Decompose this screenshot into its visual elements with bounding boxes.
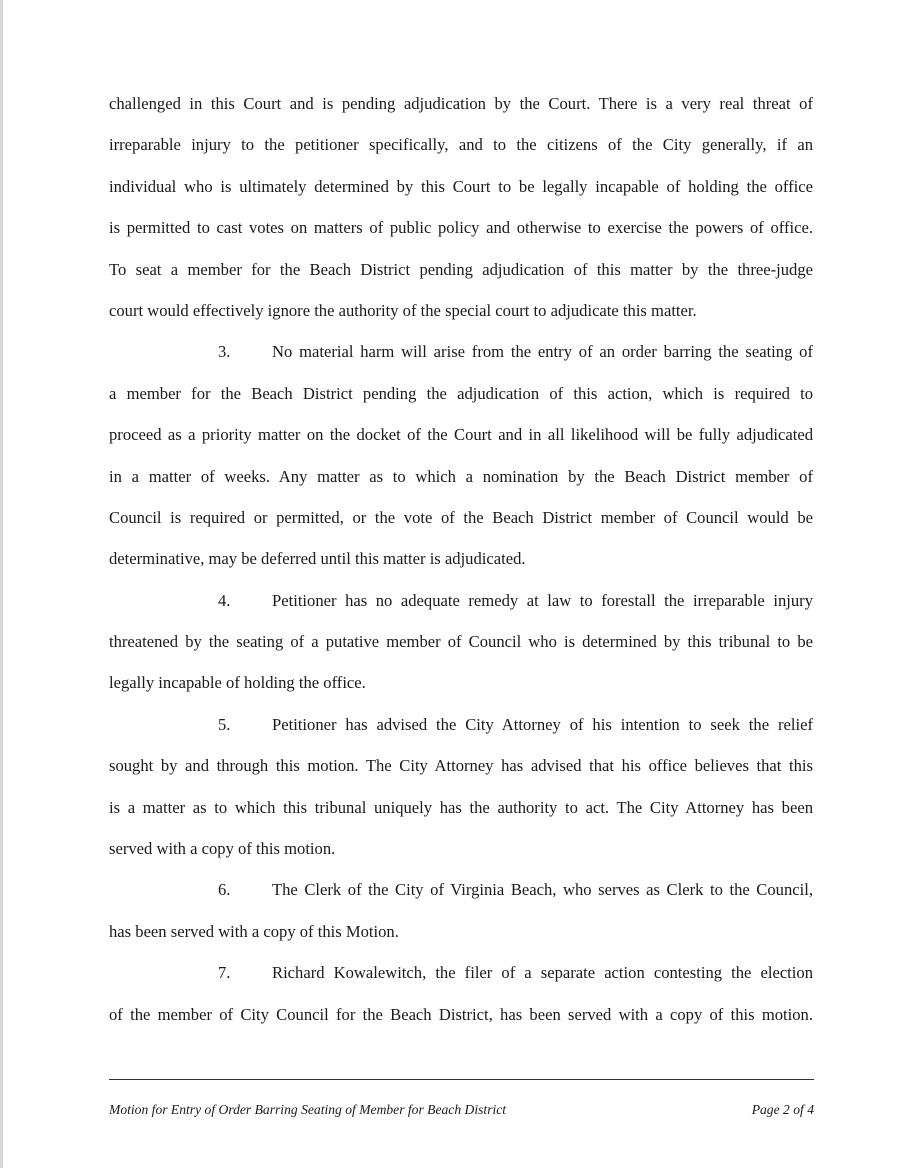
body-line: proceed as a priority matter on the docket of the Court and in all likelihood will be fully adjudicated [109,425,813,445]
paragraph-3-first-line [109,331,813,372]
body-line: challenged in this Court and is pending adjudication by the Court. There is a very real threat of [109,94,813,113]
body-line: is a matter as to which this tribunal uniquely has the authority to act. The City Attorney has been [109,797,813,817]
footer-divider [109,1079,814,1080]
body-line: To seat a member for the Beach District pending adjudication of this matter by the three-judge [109,259,813,279]
page-edge-shadow [0,0,3,1168]
body-line: court would effectively ignore the authority of the special court to adjudicate this matter. [109,300,697,320]
paragraph-text: Petitioner has advised the City Attorney of his intention to seek the relief [272,714,813,734]
body-line: of the member of City Council for the Beach District, has been served with a copy of this motion. [109,1004,813,1024]
paragraph-text: The Clerk of the City of Virginia Beach, who serves as Clerk to the Council, [272,880,813,900]
body-line: Council is required or permitted, or the vote of the Beach District member of Council would be [109,507,813,527]
paragraph-text: No material harm will arise from the entry of an order barring the seating of [272,342,813,362]
paragraph-4-first-line [109,580,813,621]
body-line: in a matter of weeks. Any matter as to which a nomination by the Beach District member of [109,466,813,486]
body-line: irreparable injury to the petitioner specifically, and to the citizens of the City generally, if an [109,135,813,155]
body-line: is permitted to cast votes on matters of public policy and otherwise to exercise the powers of office. [109,218,813,238]
body-line: threatened by the seating of a putative member of Council who is determined by this tribunal to be [109,632,813,652]
body-line: served with a copy of this motion. [109,839,336,859]
paragraph-number: 5. [218,714,231,734]
paragraph-number: 6. [218,880,231,900]
page-footer [109,1102,814,1118]
page-number: Page 2 of 4 [751,1102,814,1117]
document-body [109,83,813,1035]
paragraph-5-first-line [109,704,813,745]
body-line: determinative, may be deferred until this matter is adjudicated. [109,549,526,569]
paragraph-number: 4. [218,590,231,610]
body-line: has been served with a copy of this Motion. [109,921,399,941]
footer-title: Motion for Entry of Order Barring Seating of Member for Beach District [109,1102,507,1117]
body-line: legally incapable of holding the office. [109,673,366,693]
paragraph-number: 7. [218,963,231,983]
paragraph-number: 3. [218,342,231,362]
paragraph-7-first-line [109,952,813,993]
paragraph-text: Richard Kowalewitch, the filer of a separate action contesting the election [272,963,813,983]
paragraph-6-first-line [109,869,813,910]
body-line: sought by and through this motion. The City Attorney has advised that his office believes that this [109,756,813,776]
body-line: individual who is ultimately determined by this Court to be legally incapable of holding the office [109,176,813,196]
paragraph-text: Petitioner has no adequate remedy at law to forestall the irreparable injury [272,590,813,610]
body-line: a member for the Beach District pending the adjudication of this action, which is required to [109,383,813,403]
